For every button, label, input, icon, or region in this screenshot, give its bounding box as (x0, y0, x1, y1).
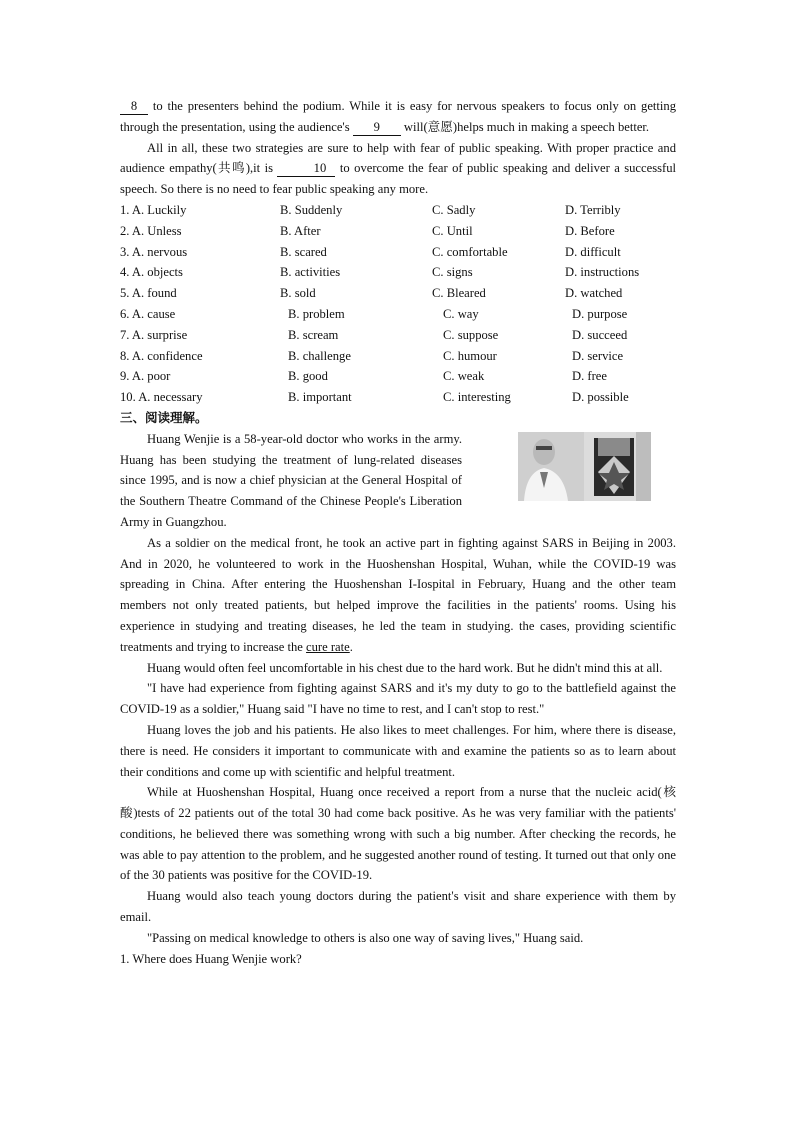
options-list (120, 200, 676, 408)
option-row (120, 366, 676, 387)
option-choice: D. difficult (565, 244, 621, 259)
option-choice: C. suppose (443, 327, 499, 342)
option-row (120, 262, 676, 283)
document-page (120, 96, 676, 969)
option-choice: 7. A. surprise (120, 327, 188, 342)
option-choice: C. Sadly (432, 202, 476, 217)
option-choice: C. signs (432, 265, 473, 280)
reading-paragraph-4: "I have had experience from fighting against SARS and it's my duty to go to the battlefield against the COVID-19 as a soldier," Huang said "I have no time to rest, and I can't stop to rest." (120, 681, 676, 717)
reading-paragraph-3: Huang would often feel uncomfortable in his chest due to the hard work. But he didn't mind this at all. (147, 660, 663, 675)
doctor-medal-photo (518, 432, 651, 501)
blank-9: 9 (353, 120, 401, 136)
option-choice: B. activities (280, 265, 341, 280)
option-choice: C. Bleared (432, 286, 486, 301)
option-choice: D. watched (565, 286, 623, 301)
option-choice: 2. A. Unless (120, 223, 182, 238)
option-row (120, 304, 676, 325)
option-choice: B. problem (288, 306, 345, 321)
option-choice: C. comfortable (432, 244, 508, 259)
option-choice: C. interesting (443, 390, 511, 405)
option-choice: 6. A. cause (120, 306, 176, 321)
reading-paragraph-7: Huang would also teach young doctors during the patient's visit and share experience with them by email. (120, 889, 676, 925)
option-choice: D. succeed (572, 327, 628, 342)
option-choice: 9. A. poor (120, 369, 171, 384)
option-choice: D. instructions (565, 265, 640, 280)
option-choice: 8. A. confidence (120, 348, 203, 363)
option-choice: C. humour (443, 348, 497, 363)
option-row (120, 387, 676, 408)
option-row (120, 242, 676, 263)
option-choice: C. Until (432, 223, 473, 238)
blank-8: 8 (120, 99, 148, 115)
option-row (120, 200, 676, 221)
option-choice: 4. A. objects (120, 265, 183, 280)
option-row (120, 325, 676, 346)
section-title: 三、阅读理解。 (120, 409, 208, 425)
option-choice: C. way (443, 306, 479, 321)
option-choice: D. Before (565, 223, 615, 238)
option-choice: 3. A. nervous (120, 244, 188, 259)
reading-paragraph-1: Huang Wenjie is a 58-year-old doctor who works in the army. Huang has been studying the treatment of lung-related diseases since 1995, and is now a chief physician at the General Hospital of the Southern Theatre Command of the Chinese People's Liberation Army in Guangzhou. (120, 431, 462, 529)
question-1: 1. Where does Huang Wenjie work? (120, 951, 302, 966)
summary-paragraph: All in all, these two strategies are sure to help with fear of public speaking. With proper practice and audience empathy(共鸣),it is 10 to overcome the fear of public speaking and deliver a successful speech. So there is no need to fear public speaking any more. (120, 140, 676, 197)
option-choice: 1. A. Luckily (120, 202, 187, 217)
passage-text: to the presenters behind the podium. While it is easy for nervous speakers to focus only on getting through the presentation, using the audience's (120, 99, 676, 134)
reading-paragraph-6: While at Huoshenshan Hospital, Huang once received a report from a nurse that the nucleic acid(核酸)tests of 22 patients out of the total 30 had come back positive. As he was very familiar with the patients' conditions, he believed there was something wrong with such a big number. After checking the records, he was able to pay attention to the problem, and he suggested another round of testing. It turned out that only one of the 30 patients was positive for the COVID-19. (120, 785, 676, 883)
blank-10: 10 (277, 161, 335, 177)
reading-intro-block (120, 429, 676, 533)
option-choice: B. important (288, 390, 352, 405)
option-choice: B. good (288, 369, 328, 384)
option-choice: B. Suddenly (280, 202, 343, 217)
reading-paragraph-5: Huang loves the job and his patients. He also likes to meet challenges. For him, where there is disease, there is need. He considers it important to communicate with and examine the patients so as to learn about their conditions and come up with scientific and helpful treatment. (120, 722, 676, 779)
option-row (120, 221, 676, 242)
option-row (120, 283, 676, 304)
cure-rate-term: cure rate (306, 639, 350, 654)
option-choice: B. After (280, 223, 321, 238)
option-choice: B. sold (280, 286, 316, 301)
option-choice: D. free (572, 369, 607, 384)
option-choice: B. scared (280, 244, 327, 259)
option-choice: C. weak (443, 369, 485, 384)
option-choice: 5. A. found (120, 286, 177, 301)
option-choice: D. purpose (572, 306, 628, 321)
reading-paragraph-8: "Passing on medical knowledge to others is also one way of saving lives," Huang said. (147, 930, 584, 945)
option-choice: D. service (572, 348, 624, 363)
option-row (120, 346, 676, 367)
photo-illustration (518, 432, 651, 501)
option-choice: 10. A. necessary (120, 390, 203, 405)
reading-paragraph-2: As a soldier on the medical front, he took an active part in fighting against SARS in Beijing in 2003. And in 2020, he volunteered to work in the Huoshenshan Hospital, Wuhan, while the COVID-19 was spreading in China. After entering the Huoshenshan I-Iospital in February, Huang and the other team members not only treated patients, but helped improve the facilities in the patients' rooms. Using his experience in studying and treating diseases, he led the team in studying. the cases, providing scientific treatments and trying to increase the cure rate. (120, 535, 676, 654)
option-choice: D. possible (572, 390, 629, 405)
option-choice: B. challenge (288, 348, 351, 363)
option-choice: D. Terribly (565, 202, 621, 217)
option-choice: B. scream (288, 327, 339, 342)
passage-end-paragraph (120, 96, 676, 138)
passage-text-tail: will(意愿)helps much in making a speech better. (400, 119, 650, 134)
